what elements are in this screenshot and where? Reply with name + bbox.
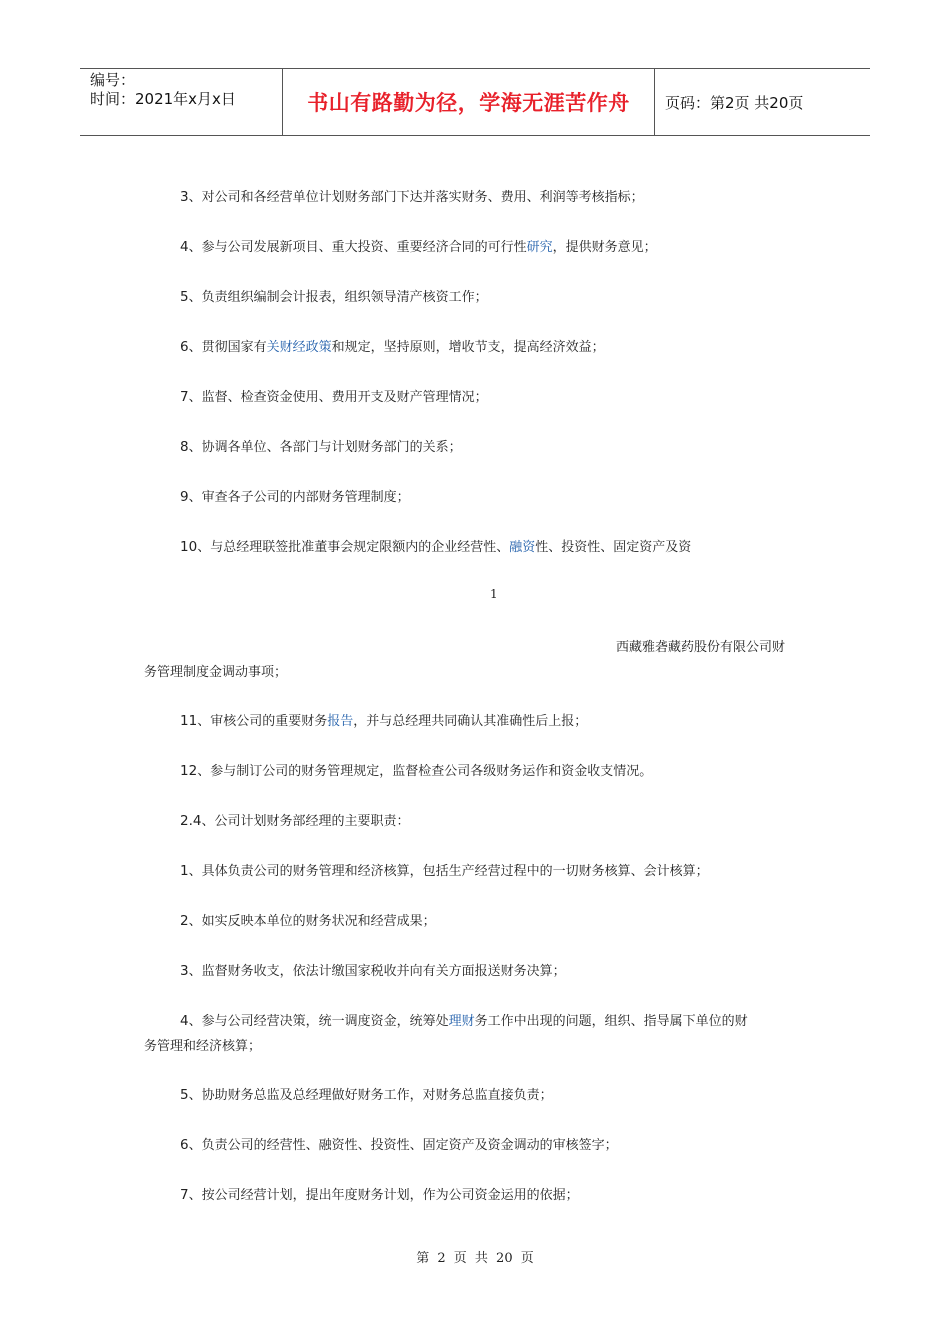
link-financing[interactable]: 融资 bbox=[509, 540, 536, 555]
motto: 书山有路勤为径，学海无涯苦作舟 bbox=[307, 91, 630, 115]
paragraph-continuation: 务管理和经济核算； bbox=[144, 1039, 262, 1054]
company-name: 西藏雅砻藏药股份有限公司财 bbox=[616, 640, 786, 655]
link-research[interactable]: 研究 bbox=[526, 240, 553, 255]
paragraph-continuation: 务管理制度金调动事项； bbox=[144, 665, 288, 680]
paragraph: 11、审核公司的重要财务报告，并与总经理共同确认其准确性后上报； bbox=[180, 713, 588, 729]
paragraph: 9、审查各子公司的内部财务管理制度； bbox=[180, 489, 410, 505]
link-finance[interactable]: 理财 bbox=[448, 1014, 475, 1029]
inner-page-number: 1 bbox=[490, 587, 498, 601]
link-policy[interactable]: 关财经政策 bbox=[266, 340, 332, 355]
paragraph: 3、对公司和各经营单位计划财务部门下达并落实财务、费用、利润等考核指标； bbox=[180, 189, 644, 205]
header-motto-cell bbox=[282, 69, 655, 135]
paragraph: 6、负责公司的经营性、融资性、投资性、固定资产及资金调动的审核签字； bbox=[180, 1137, 618, 1153]
link-report[interactable]: 报告 bbox=[327, 714, 354, 729]
header-page-info: 页码：第2页 共20页 bbox=[665, 93, 804, 112]
paragraph: 3、监督财务收支，依法计缴国家税收并向有关方面报送财务决算； bbox=[180, 963, 566, 979]
paragraph: 5、负责组织编制会计报表，组织领导清产核资工作； bbox=[180, 289, 488, 305]
paragraph: 5、协助财务总监及总经理做好财务工作，对财务总监直接负责； bbox=[180, 1087, 553, 1103]
paragraph: 10、与总经理联签批准董事会规定限额内的企业经营性、融资性、投资性、固定资产及资 bbox=[180, 539, 692, 555]
paragraph: 7、按公司经营计划，提出年度财务计划，作为公司资金运用的依据； bbox=[180, 1187, 579, 1203]
paragraph: 1、具体负责公司的财务管理和经济核算，包括生产经营过程中的一切财务核算、会计核算； bbox=[180, 863, 709, 879]
section-heading: 2.4、公司计划财务部经理的主要职责： bbox=[180, 813, 410, 829]
paragraph: 4、参与公司发展新项目、重大投资、重要经济合同的可行性研究，提供财务意见； bbox=[180, 239, 657, 255]
page-footer: 第 2 页 共 20 页 bbox=[416, 1251, 534, 1266]
paragraph: 12、参与制订公司的财务管理规定，监督检查公司各级财务运作和资金收支情况。 bbox=[180, 763, 653, 779]
time-label: 时间：2021年x月x日 bbox=[90, 90, 236, 108]
paragraph: 6、贯彻国家有关财经政策和规定，坚持原则，增收节支，提高经济效益； bbox=[180, 339, 605, 355]
paragraph: 4、参与公司经营决策，统一调度资金，统筹处理财务工作中出现的问题，组织、指导属下单位的财 bbox=[180, 1013, 748, 1029]
paragraph: 7、监督、检查资金使用、费用开支及财产管理情况； bbox=[180, 389, 488, 405]
paragraph: 2、如实反映本单位的财务状况和经营成果； bbox=[180, 913, 436, 929]
number-label: 编号： bbox=[90, 71, 136, 89]
page-header bbox=[80, 68, 870, 136]
header-meta bbox=[80, 69, 282, 135]
paragraph: 8、协调各单位、各部门与计划财务部门的关系； bbox=[180, 439, 462, 455]
